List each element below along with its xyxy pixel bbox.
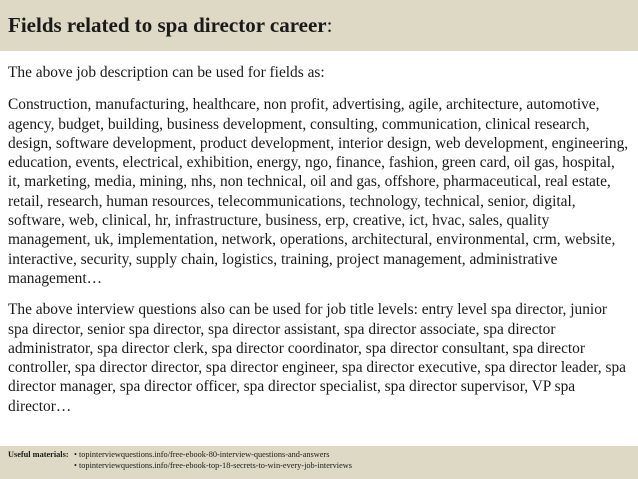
fields-paragraph: Construction, manufacturing, healthcare, non profit, advertising, agile, architecture, automotive, agency, budget, building, business development, consulting, communication, clinical research, design, software development, product development, interior design, web development, engineering, education, events, electrical, exhibition, energy, ngo, finance, fashion, green card, oil gas, hospital, it, marketing, media, mining, nhs, non technical, oil and gas, offshore, pharmaceutical, real estate, retail, research, human resources, telecommunications, technology, technical, senior, digital, software, web, clinical, hr, infrastructure, business, erp, creative, ict, hvac, sales, quality management, uk, implementation, network, operations, architectural, environmental, crm, website, interactive, security, supply chain, logistics, training, project management, administrative management… [8,96,629,287]
page-title-colon: : [326,13,333,37]
footer-label: Useful materials: [8,450,69,459]
footer-bar [0,446,638,479]
intro-paragraph: The above job description can be used for fields as: [8,64,325,81]
job-levels-paragraph: The above interview questions also can be used for job title levels: entry level spa director, junior spa director, senior spa director, spa director assistant, spa director associate, spa director administrator, spa director clerk, spa director coordinator, spa director consultant, spa director controller, spa director director, spa director engineer, spa director executive, spa director leader, spa director manager, spa director officer, spa director specialist, spa director supervisor, VP spa director… [8,301,627,415]
title-bar [0,0,638,51]
page-title [8,12,638,38]
main-content [8,63,630,416]
footer-links [74,449,352,471]
footer-link-ebook-80-questions[interactable]: • topinterviewquestions.info/free-ebook-80-interview-questions-and-answers [74,450,330,459]
footer-link-ebook-18-secrets[interactable]: • topinterviewquestions.info/free-ebook-top-18-secrets-to-win-every-job-interviews [74,461,352,470]
page-title-text: Fields related to spa director career [8,13,327,37]
